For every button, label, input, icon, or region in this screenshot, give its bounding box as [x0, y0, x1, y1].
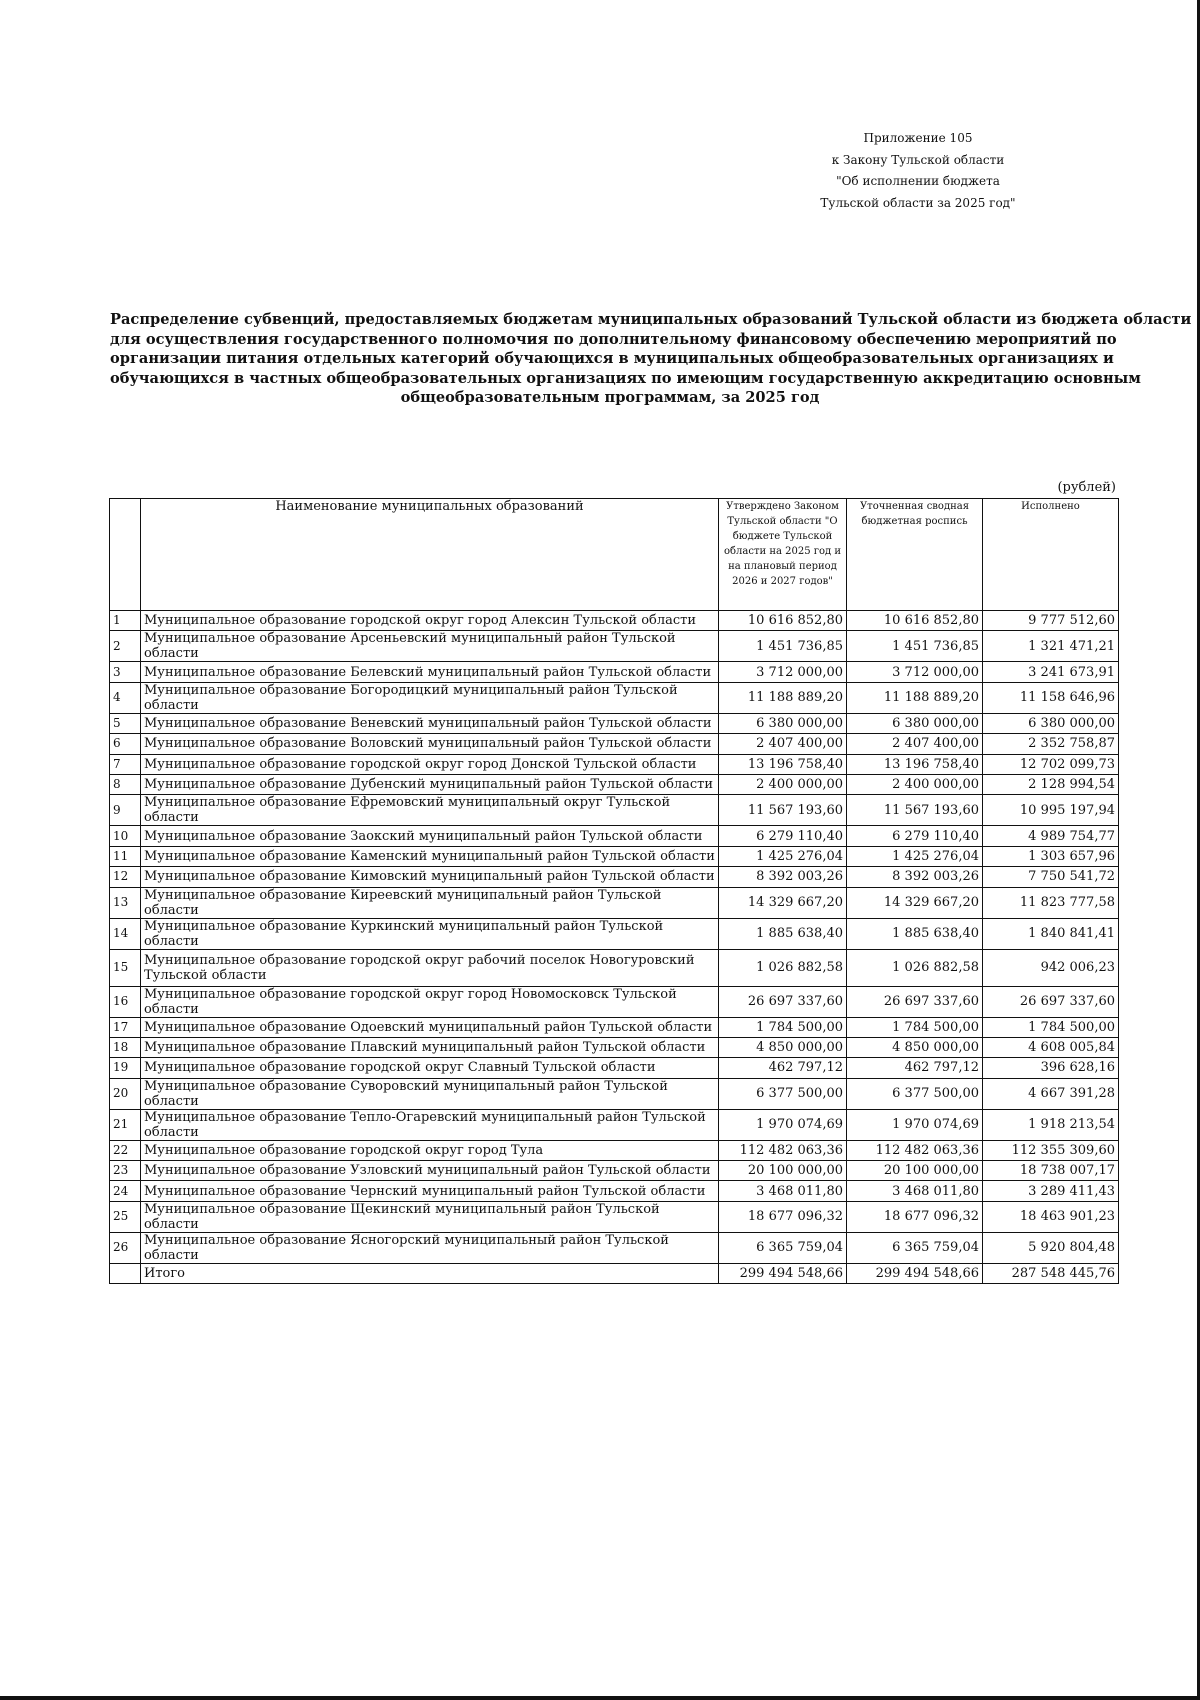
- approved-amount: 6 279 110,40: [719, 826, 847, 846]
- municipality-name: Муниципальное образование Воловский муниципальный район Тульской области: [141, 734, 719, 754]
- title-line: общеобразовательным программам, за 2025 год: [400, 389, 820, 406]
- table-header-row: [110, 499, 1119, 611]
- row-number: 1: [110, 611, 141, 631]
- municipality-name: Муниципальное образование городской округ Славный Тульской области: [141, 1058, 719, 1078]
- refined-amount: 462 797,12: [847, 1058, 983, 1078]
- header-approved: Утверждено Законом Тульской области "О бюджете Тульской области на 2025 год и на плановый период 2026 и 2027 годов": [719, 499, 847, 611]
- approved-amount: 112 482 063,36: [719, 1140, 847, 1160]
- table-row: [110, 826, 1119, 846]
- municipality-name: Муниципальное образование Суворовский муниципальный район Тульской области: [141, 1078, 719, 1109]
- refined-amount: 1 970 074,69: [847, 1109, 983, 1140]
- refined-amount: 18 677 096,32: [847, 1201, 983, 1232]
- executed-amount: 6 380 000,00: [983, 713, 1119, 733]
- header-refined: Уточненная сводная бюджетная роспись: [847, 499, 983, 611]
- row-number: 23: [110, 1161, 141, 1181]
- table-row: [110, 1201, 1119, 1232]
- municipality-name: Муниципальное образование Тепло-Огаревский муниципальный район Тульской области: [141, 1109, 719, 1140]
- executed-amount: 4 608 005,84: [983, 1037, 1119, 1057]
- refined-amount: 1 784 500,00: [847, 1017, 983, 1037]
- municipality-name: Муниципальное образование Арсеньевский муниципальный район Тульской области: [141, 631, 719, 662]
- executed-amount: 9 777 512,60: [983, 611, 1119, 631]
- executed-amount: 26 697 337,60: [983, 986, 1119, 1017]
- approved-amount: 1 425 276,04: [719, 846, 847, 866]
- total-refined: 299 494 548,66: [847, 1263, 983, 1283]
- document-title: [110, 310, 1192, 408]
- table-row: [110, 795, 1119, 826]
- row-number: 10: [110, 826, 141, 846]
- table-row: [110, 986, 1119, 1017]
- approved-amount: 1 026 882,58: [719, 949, 847, 986]
- executed-amount: 1 840 841,41: [983, 918, 1119, 949]
- municipality-name: Муниципальное образование Дубенский муниципальный район Тульской области: [141, 774, 719, 794]
- executed-amount: 1 918 213,54: [983, 1109, 1119, 1140]
- municipality-name: Муниципальное образование Ефремовский муниципальный округ Тульской области: [141, 795, 719, 826]
- row-number: 20: [110, 1078, 141, 1109]
- approved-amount: 1 970 074,69: [719, 1109, 847, 1140]
- appendix-line: Приложение 105: [863, 131, 973, 145]
- refined-amount: 11 188 889,20: [847, 682, 983, 713]
- table-row: [110, 713, 1119, 733]
- table-row: [110, 918, 1119, 949]
- executed-amount: 4 989 754,77: [983, 826, 1119, 846]
- header-name: Наименование муниципальных образований: [141, 499, 719, 611]
- approved-amount: 6 365 759,04: [719, 1232, 847, 1263]
- approved-amount: 1 784 500,00: [719, 1017, 847, 1037]
- executed-amount: 2 352 758,87: [983, 734, 1119, 754]
- header-executed: Исполнено: [983, 499, 1119, 611]
- executed-amount: 3 241 673,91: [983, 662, 1119, 682]
- row-number: 18: [110, 1037, 141, 1057]
- refined-amount: 6 377 500,00: [847, 1078, 983, 1109]
- table-row: [110, 1078, 1119, 1109]
- refined-amount: 6 279 110,40: [847, 826, 983, 846]
- refined-amount: 6 365 759,04: [847, 1232, 983, 1263]
- refined-amount: 4 850 000,00: [847, 1037, 983, 1057]
- executed-amount: 12 702 099,73: [983, 754, 1119, 774]
- refined-amount: 14 329 667,20: [847, 887, 983, 918]
- row-number: 5: [110, 713, 141, 733]
- executed-amount: 396 628,16: [983, 1058, 1119, 1078]
- refined-amount: 3 712 000,00: [847, 662, 983, 682]
- table-row: [110, 1181, 1119, 1201]
- refined-amount: 3 468 011,80: [847, 1181, 983, 1201]
- title-line: для осуществления государственного полномочия по дополнительному финансовому обеспечению мероприятий по: [110, 330, 1117, 348]
- approved-amount: 11 567 193,60: [719, 795, 847, 826]
- row-number: 19: [110, 1058, 141, 1078]
- refined-amount: 1 026 882,58: [847, 949, 983, 986]
- table-row: [110, 774, 1119, 794]
- table-row: [110, 734, 1119, 754]
- approved-amount: 18 677 096,32: [719, 1201, 847, 1232]
- table-row: [110, 1017, 1119, 1037]
- approved-amount: 3 712 000,00: [719, 662, 847, 682]
- refined-amount: 10 616 852,80: [847, 611, 983, 631]
- refined-amount: 11 567 193,60: [847, 795, 983, 826]
- total-executed: 287 548 445,76: [983, 1263, 1119, 1283]
- row-number: 17: [110, 1017, 141, 1037]
- title-line: обучающихся в частных общеобразовательных организациях по имеющим государственную аккредитацию основным: [110, 369, 1141, 387]
- table-row: [110, 631, 1119, 662]
- approved-amount: 1 451 736,85: [719, 631, 847, 662]
- table-row: [110, 1232, 1119, 1263]
- executed-amount: 1 784 500,00: [983, 1017, 1119, 1037]
- executed-amount: 10 995 197,94: [983, 795, 1119, 826]
- row-number: 13: [110, 887, 141, 918]
- approved-amount: 4 850 000,00: [719, 1037, 847, 1057]
- executed-amount: 942 006,23: [983, 949, 1119, 986]
- row-number: 7: [110, 754, 141, 774]
- appendix-line: "Об исполнении бюджета: [836, 174, 1000, 188]
- executed-amount: 7 750 541,72: [983, 867, 1119, 887]
- municipality-name: Муниципальное образование Каменский муниципальный район Тульской области: [141, 846, 719, 866]
- executed-amount: 11 158 646,96: [983, 682, 1119, 713]
- executed-amount: 18 738 007,17: [983, 1161, 1119, 1181]
- row-number: 4: [110, 682, 141, 713]
- row-number: 24: [110, 1181, 141, 1201]
- municipality-name: Муниципальное образование Богородицкий муниципальный район Тульской области: [141, 682, 719, 713]
- row-number: 9: [110, 795, 141, 826]
- executed-amount: 4 667 391,28: [983, 1078, 1119, 1109]
- executed-amount: 1 321 471,21: [983, 631, 1119, 662]
- refined-amount: 2 407 400,00: [847, 734, 983, 754]
- approved-amount: 26 697 337,60: [719, 986, 847, 1017]
- municipality-name: Муниципальное образование городской округ город Новомосковск Тульской области: [141, 986, 719, 1017]
- row-number: 16: [110, 986, 141, 1017]
- municipality-name: Муниципальное образование Щекинский муниципальный район Тульской области: [141, 1201, 719, 1232]
- appendix-line: к Закону Тульской области: [831, 152, 1005, 167]
- municipality-name: Муниципальное образование Одоевский муниципальный район Тульской области: [141, 1017, 719, 1037]
- executed-amount: 11 823 777,58: [983, 887, 1119, 918]
- row-number: 11: [110, 846, 141, 866]
- municipality-name: Муниципальное образование городской округ город Алексин Тульской области: [141, 611, 719, 631]
- approved-amount: 10 616 852,80: [719, 611, 847, 631]
- title-line: организации питания отдельных категорий обучающихся в муниципальных общеобразовательных организациях и: [110, 350, 1114, 367]
- approved-amount: 11 188 889,20: [719, 682, 847, 713]
- approved-amount: 1 885 638,40: [719, 918, 847, 949]
- refined-amount: 26 697 337,60: [847, 986, 983, 1017]
- approved-amount: 2 400 000,00: [719, 774, 847, 794]
- table-row: [110, 1037, 1119, 1057]
- approved-amount: 462 797,12: [719, 1058, 847, 1078]
- executed-amount: 5 920 804,48: [983, 1232, 1119, 1263]
- municipality-name: Муниципальное образование Узловский муниципальный район Тульской области: [141, 1161, 719, 1181]
- budget-table: [109, 498, 1119, 1284]
- approved-amount: 13 196 758,40: [719, 754, 847, 774]
- approved-amount: 8 392 003,26: [719, 867, 847, 887]
- refined-amount: 1 451 736,85: [847, 631, 983, 662]
- municipality-name: Муниципальное образование Киреевский муниципальный район Тульской области: [141, 887, 719, 918]
- table-row: [110, 1058, 1119, 1078]
- table-row: [110, 1109, 1119, 1140]
- table-row: [110, 846, 1119, 866]
- row-number: 12: [110, 867, 141, 887]
- municipality-name: Муниципальное образование Куркинский муниципальный район Тульской области: [141, 918, 719, 949]
- refined-amount: 8 392 003,26: [847, 867, 983, 887]
- municipality-name: Муниципальное образование Чернский муниципальный район Тульской области: [141, 1181, 719, 1201]
- municipality-name: Муниципальное образование Заокский муниципальный район Тульской области: [141, 826, 719, 846]
- row-number: 26: [110, 1232, 141, 1263]
- total-number-cell: [110, 1263, 141, 1283]
- refined-amount: 2 400 000,00: [847, 774, 983, 794]
- row-number: 21: [110, 1109, 141, 1140]
- refined-amount: 13 196 758,40: [847, 754, 983, 774]
- refined-amount: 20 100 000,00: [847, 1161, 983, 1181]
- row-number: 25: [110, 1201, 141, 1232]
- executed-amount: 112 355 309,60: [983, 1140, 1119, 1160]
- row-number: 22: [110, 1140, 141, 1160]
- row-number: 6: [110, 734, 141, 754]
- approved-amount: 6 377 500,00: [719, 1078, 847, 1109]
- approved-amount: 14 329 667,20: [719, 887, 847, 918]
- table-row: [110, 887, 1119, 918]
- appendix-note: [780, 128, 1056, 214]
- appendix-line: Тульской области за 2025 год": [820, 195, 1016, 210]
- municipality-name: Муниципальное образование городской округ рабочий поселок Новогуровский Тульской области: [141, 949, 719, 986]
- table-row: [110, 754, 1119, 774]
- refined-amount: 1 425 276,04: [847, 846, 983, 866]
- row-number: 2: [110, 631, 141, 662]
- row-number: 3: [110, 662, 141, 682]
- table-row: [110, 662, 1119, 682]
- total-row: [110, 1263, 1119, 1283]
- table-row: [110, 611, 1119, 631]
- approved-amount: 20 100 000,00: [719, 1161, 847, 1181]
- approved-amount: 6 380 000,00: [719, 713, 847, 733]
- page-edge: [0, 1696, 1200, 1700]
- municipality-name: Муниципальное образование Ясногорский муниципальный район Тульской области: [141, 1232, 719, 1263]
- units-label: (рублей): [1057, 480, 1116, 495]
- refined-amount: 112 482 063,36: [847, 1140, 983, 1160]
- municipality-name: Муниципальное образование городской округ город Тула: [141, 1140, 719, 1160]
- table-body: [110, 611, 1119, 1264]
- header-number: [110, 499, 141, 611]
- row-number: 15: [110, 949, 141, 986]
- row-number: 14: [110, 918, 141, 949]
- total-label: Итого: [141, 1263, 719, 1283]
- executed-amount: 2 128 994,54: [983, 774, 1119, 794]
- municipality-name: Муниципальное образование Веневский муниципальный район Тульской области: [141, 713, 719, 733]
- row-number: 8: [110, 774, 141, 794]
- table-row: [110, 867, 1119, 887]
- executed-amount: 1 303 657,96: [983, 846, 1119, 866]
- refined-amount: 1 885 638,40: [847, 918, 983, 949]
- table-row: [110, 1161, 1119, 1181]
- approved-amount: 2 407 400,00: [719, 734, 847, 754]
- municipality-name: Муниципальное образование городской округ город Донской Тульской области: [141, 754, 719, 774]
- municipality-name: Муниципальное образование Кимовский муниципальный район Тульской области: [141, 867, 719, 887]
- table-row: [110, 949, 1119, 986]
- table-row: [110, 682, 1119, 713]
- refined-amount: 6 380 000,00: [847, 713, 983, 733]
- executed-amount: 18 463 901,23: [983, 1201, 1119, 1232]
- executed-amount: 3 289 411,43: [983, 1181, 1119, 1201]
- total-approved: 299 494 548,66: [719, 1263, 847, 1283]
- approved-amount: 3 468 011,80: [719, 1181, 847, 1201]
- municipality-name: Муниципальное образование Белевский муниципальный район Тульской области: [141, 662, 719, 682]
- title-line: Распределение субвенций, предоставляемых бюджетам муниципальных образований Тульской области из бюджета области: [110, 311, 1192, 328]
- municipality-name: Муниципальное образование Плавский муниципальный район Тульской области: [141, 1037, 719, 1057]
- table-row: [110, 1140, 1119, 1160]
